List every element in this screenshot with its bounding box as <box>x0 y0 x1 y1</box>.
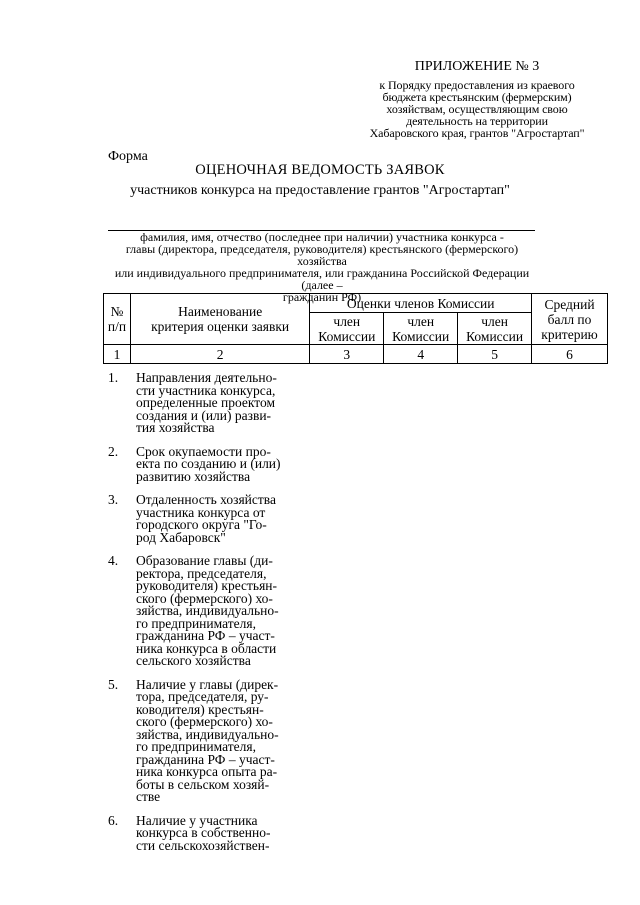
appendix-line: деятельность на территории <box>406 114 548 128</box>
criterion-item <box>108 372 308 435</box>
header-criterion: Наименование критерия оценки заявки <box>130 294 309 345</box>
appendix-line: хозяйствам, осуществляющим свою <box>386 102 568 116</box>
criterion-number: 1. <box>108 370 119 385</box>
criterion-number: 4. <box>108 553 119 568</box>
assessment-table <box>103 290 608 364</box>
appendix-line: к Порядку предоставления из краевого <box>379 78 575 92</box>
criterion-item <box>108 555 308 668</box>
table-header-row <box>104 294 608 313</box>
appendix-line: Хабаровского края, грантов "Агростартап" <box>369 126 585 140</box>
form-label: Форма <box>108 149 148 164</box>
criterion-text: Отдаленность хозяйства участника конкурса от городского округа "Го- род Хабаровск" <box>136 492 276 545</box>
criterion-text: Направления деятельно- сти участника конкурса, определенные проектом создания и (или) разви- тия хозяйства <box>136 370 277 435</box>
column-number: 6 <box>532 345 608 364</box>
appendix-line: бюджета крестьянским (фермерским) <box>382 90 572 104</box>
criterion-item <box>108 494 308 544</box>
criterion-text: Наличие у участника конкурса в собственно- сти сельскохозяйствен- <box>136 812 271 853</box>
header-member-2: член Комиссии <box>384 313 458 345</box>
appendix-text <box>362 79 592 139</box>
column-number: 4 <box>384 345 458 364</box>
header-member-3: член Комиссии <box>458 313 532 345</box>
fio-line-text: или индивидуального предпринимателя, или гражданина Российской Федерации (далее – <box>114 266 530 292</box>
column-number: 1 <box>104 345 131 364</box>
appendix-block <box>362 58 592 139</box>
column-number: 2 <box>130 345 309 364</box>
criterion-text: Срок окупаемости про- екта по созданию и (или) развитию хозяйства <box>136 443 281 484</box>
criterion-item <box>108 443 308 484</box>
header-average: Средний балл по критерию <box>532 294 608 345</box>
header-member-1: член Комиссии <box>310 313 384 345</box>
criteria-list <box>108 372 308 863</box>
criterion-text: Образование главы (ди- ректора, председателя, руководителя) крестьян- ского (фермерского) хо- зяйства, индивидуально- го предпринимателя, гражданина РФ – участ- ника конкурса в области сельского хозяйства <box>136 553 279 668</box>
document-subtitle: участников конкурса на предоставление грантов "Агростартап" <box>130 183 510 198</box>
document-title: ОЦЕНОЧНАЯ ВЕДОМОСТЬ ЗАЯВОК <box>195 162 445 178</box>
header-members-group: Оценки членов Комиссии <box>310 294 532 313</box>
criterion-item <box>108 676 308 804</box>
fio-line-text: гражданин РФ) <box>282 290 362 304</box>
criterion-item <box>108 812 308 853</box>
fio-line-text: главы (директора, председателя, руководителя) крестьянского (фермерского) хозяйства <box>125 242 519 268</box>
column-number: 3 <box>310 345 384 364</box>
column-number-row <box>104 345 608 364</box>
criterion-number: 2. <box>108 443 119 459</box>
criterion-number: 6. <box>108 812 119 828</box>
fio-line-text: фамилия, имя, отчество (последнее при наличии) участника конкурса - <box>140 230 504 244</box>
criterion-number: 5. <box>108 676 119 692</box>
appendix-number: ПРИЛОЖЕНИЕ № 3 <box>414 59 540 74</box>
criterion-text: Наличие у главы (дирек- тора, председателя, ру- ководителя) крестьян- ского (фермерского) хо- зяйства, индивидуально- го предпринимателя, гражданина РФ – участ- ника конкурса опыта ра- боты в сельском хозяй- стве <box>136 676 279 804</box>
criterion-number: 3. <box>108 492 119 507</box>
column-number: 5 <box>458 345 532 364</box>
header-num: № п/п <box>104 294 131 345</box>
